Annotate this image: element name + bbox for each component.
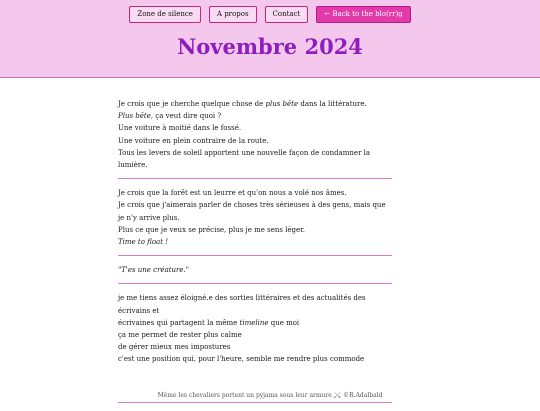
nav-contact[interactable]: Contact — [265, 6, 309, 23]
paragraph-line: Tous les levers de soleil apportent une nouvelle façon de condamner la lumière. — [118, 148, 371, 170]
paragraph-line — [118, 317, 392, 329]
emphasis-text: Plus bête — [118, 112, 151, 121]
text-block-2 — [118, 187, 392, 248]
top-nav — [0, 6, 540, 23]
section-separator — [118, 255, 392, 256]
paragraph-line: Je crois que j'aimerais parler de choses très sérieuses à des gens, mais que je n'y arrive plus. — [118, 201, 386, 222]
paragraph-line: Plus ce que je veux se précise, plus je me sens léger. — [118, 225, 305, 234]
paragraph-line: Une voiture à moitié dans le fossé. — [118, 124, 242, 133]
text-span: que moi — [268, 318, 300, 327]
text-span: écrivaines qui partagent la même — [118, 318, 240, 327]
quote-line — [118, 264, 392, 276]
text-span: dans la littérature. — [298, 100, 367, 108]
paragraph-line: Je crois que la forêt est un leurre et qu'on nous a volé nos âmes. — [118, 189, 347, 198]
text-block-1 — [118, 98, 392, 171]
emphasis-text: "T'es une créature." — [118, 266, 189, 275]
text-block-4 — [118, 292, 392, 365]
text-span: , ça veut dire quoi ? — [150, 112, 222, 121]
paragraph-line — [118, 110, 392, 122]
emphasis-text: plus bête — [265, 100, 299, 108]
section-separator — [118, 283, 392, 284]
paragraph-line: de gérer mieux mes impostures — [118, 343, 231, 352]
paragraph-line — [118, 236, 392, 248]
page-title: Novembre 2024 — [177, 34, 363, 59]
main-content — [118, 98, 392, 411]
paragraph-line — [118, 98, 392, 110]
page-header — [0, 0, 540, 78]
back-to-blog-button[interactable]: ← Back to the blo(rr)g — [316, 6, 410, 23]
paragraph-line: Une voiture en plein contraire de la route. — [118, 136, 269, 145]
section-separator — [118, 402, 392, 403]
emphasis-text: timeline — [239, 318, 269, 327]
text-block-3 — [118, 264, 392, 276]
nav-zone-de-silence[interactable]: Zone de silence — [129, 6, 201, 23]
section-separator — [118, 178, 392, 179]
emphasis-text: Time to float ! — [118, 238, 169, 247]
paragraph-line: je me tiens assez éloigné.e des sorties littéraires et des actualités des écrivains et — [118, 294, 366, 315]
paragraph-line: ça me permet de rester plus calme — [118, 331, 242, 340]
page-footer: Même les chevaliers portent un pyjama sous leur armure ⚔️ ©R.Adalbald — [157, 392, 383, 399]
paragraph-line: c'est une position qui, pour l'heure, semble me rendre plus commode — [118, 355, 365, 364]
nav-a-propos[interactable]: A propos — [209, 6, 257, 23]
text-span: Je crois que je cherche quelque chose de — [118, 100, 266, 108]
